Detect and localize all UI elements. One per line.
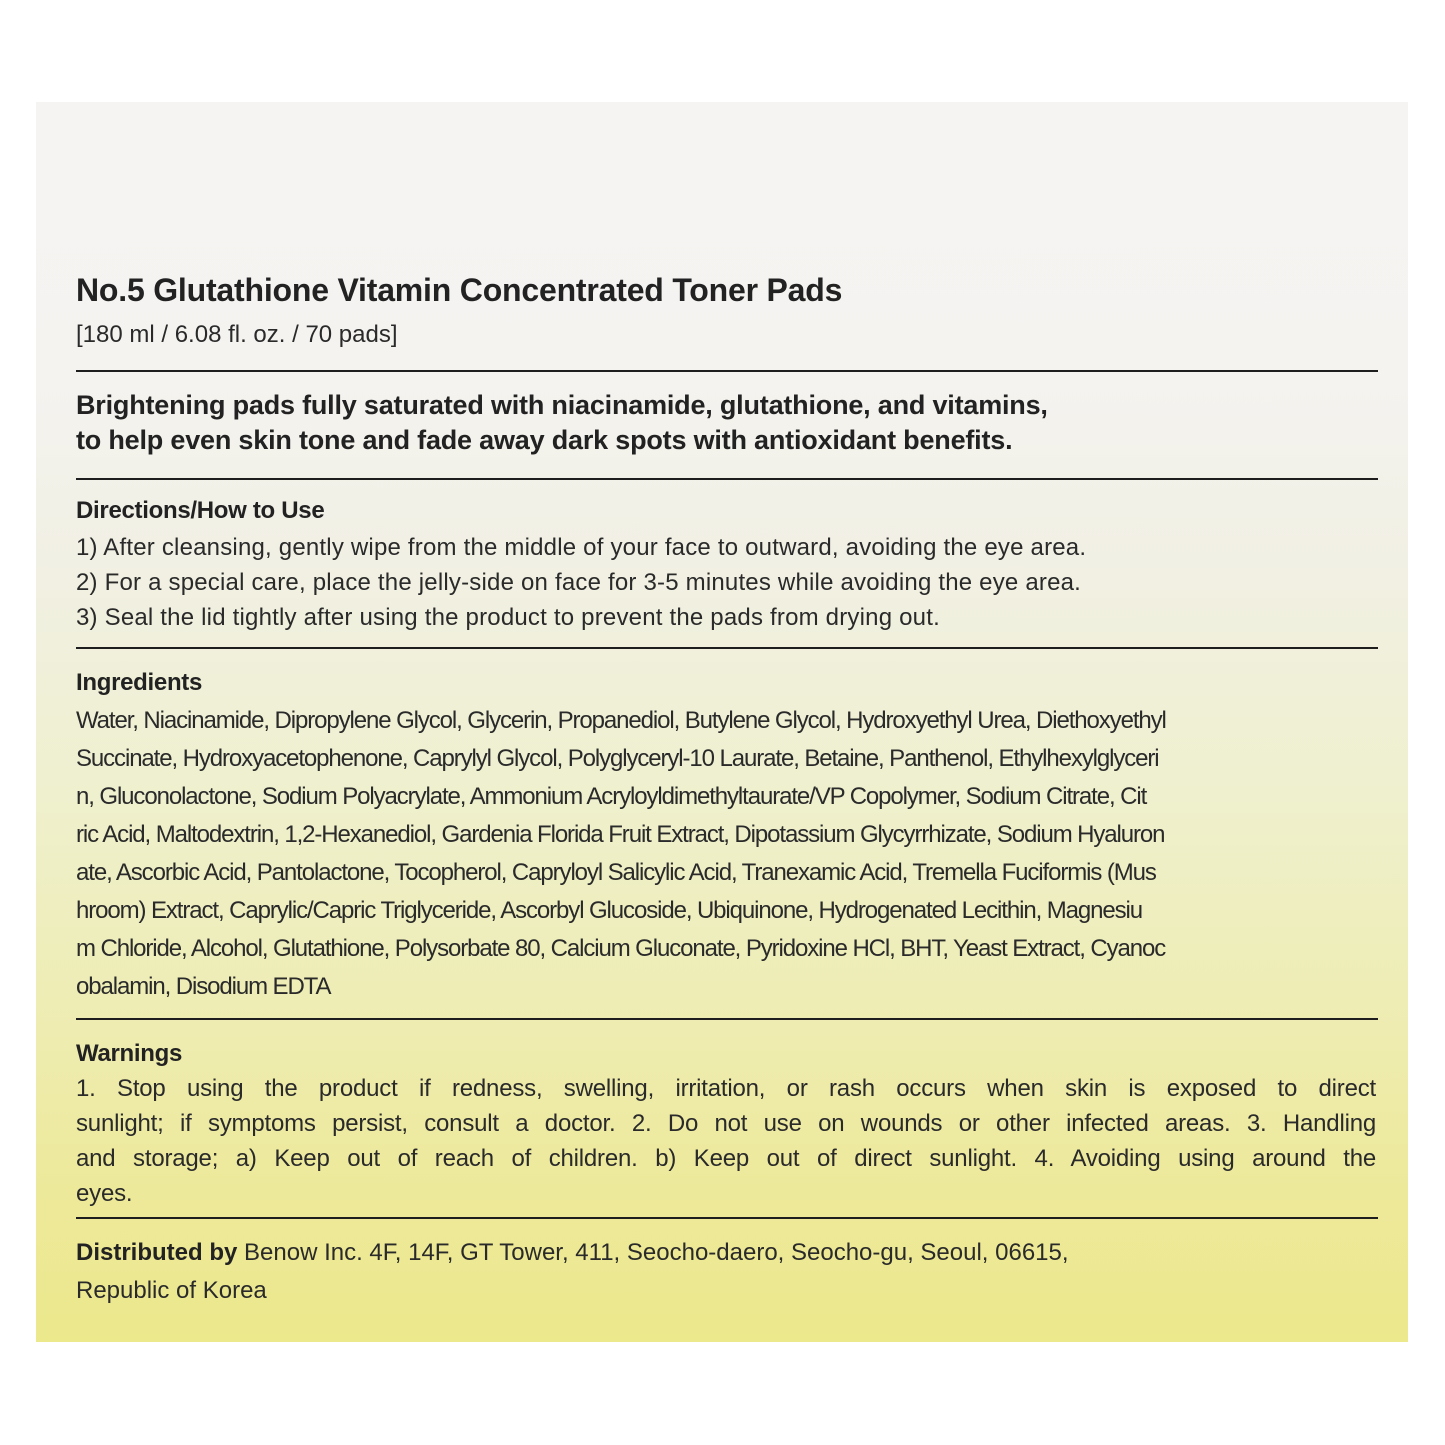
ingredients-line: ate, Ascorbic Acid, Pantolactone, Tocopherol, Capryloyl Salicylic Acid, Tranexamic Acid, Tremella Fuciformis (Mus (76, 859, 1156, 886)
ingredients-line: ric Acid, Maltodextrin, 1,2-Hexanediol, Gardenia Florida Fruit Extract, Dipotassium Glycyrrhizate, Sodium Hyaluron (76, 821, 1165, 848)
divider (76, 1018, 1378, 1020)
divider (76, 647, 1378, 649)
ingredients-line: Water, Niacinamide, Dipropylene Glycol, Glycerin, Propanediol, Butylene Glycol, Hydroxyethyl Urea, Diethoxyethyl (76, 707, 1166, 734)
distributor-address: Benow Inc. 4F, 14F, GT Tower, 411, Seocho-daero, Seocho-gu, Seoul, 06615, (237, 1239, 1069, 1266)
tagline-line: Brightening pads fully saturated with niacinamide, glutathione, and vitamins, (76, 390, 1048, 420)
ingredients-line: obalamin, Disodium EDTA (76, 973, 331, 1000)
distributor-country: Republic of Korea (76, 1277, 267, 1304)
ingredients-line: m Chloride, Alcohol, Glutathione, Polysorbate 80, Calcium Gluconate, Pyridoxine HCl, BHT, Yeast Extract, Cyanoc (76, 935, 1166, 962)
product-size: [180 ml / 6.08 fl. oz. / 70 pads] (76, 321, 398, 348)
divider (76, 370, 1378, 372)
tagline-line: to help even skin tone and fade away dark spots with antioxidant benefits. (76, 425, 1013, 455)
warnings-line: and storage; a) Keep out of reach of children. b) Keep out of direct sunlight. 4. Avoiding using around the (76, 1145, 1376, 1172)
product-title: No.5 Glutathione Vitamin Concentrated Toner Pads (76, 272, 843, 308)
directions-heading: Directions/How to Use (76, 497, 325, 524)
divider (76, 1217, 1378, 1219)
ingredients-line: Succinate, Hydroxyacetophenone, Caprylyl Glycol, Polyglyceryl-10 Laurate, Betaine, Panthenol, Ethylhexylglyceri (76, 745, 1159, 772)
direction-step: 2) For a special care, place the jelly-side on face for 3-5 minutes while avoiding the eye area. (76, 569, 1082, 596)
ingredients-line: n, Gluconolactone, Sodium Polyacrylate, Ammonium Acryloyldimethyltaurate/VP Copolymer, Sodium Citrate, Cit (76, 783, 1147, 810)
direction-step: 3) Seal the lid tightly after using the product to prevent the pads from drying out. (76, 604, 940, 631)
ingredients-line: hroom) Extract, Caprylic/Capric Triglyceride, Ascorbyl Glucoside, Ubiquinone, Hydrogenated Lecithin, Magnesiu (76, 897, 1142, 924)
distributor-info (76, 1234, 1069, 1310)
ingredients-heading: Ingredients (76, 669, 203, 696)
warnings-line: sunlight; if symptoms persist, consult a doctor. 2. Do not use on wounds or other infected areas. 3. Handling (76, 1110, 1376, 1137)
label-panel (36, 102, 1408, 1342)
warnings-line: eyes. (76, 1180, 133, 1207)
warnings-heading: Warnings (76, 1040, 183, 1067)
direction-step: 1) After cleansing, gently wipe from the middle of your face to outward, avoiding the eye area. (76, 534, 1087, 561)
divider (76, 478, 1378, 480)
product-tagline (76, 388, 1048, 458)
warnings-line: 1. Stop using the product if redness, swelling, irritation, or rash occurs when skin is exposed to direct (76, 1075, 1376, 1102)
distributor-label: Distributed by (76, 1239, 238, 1266)
